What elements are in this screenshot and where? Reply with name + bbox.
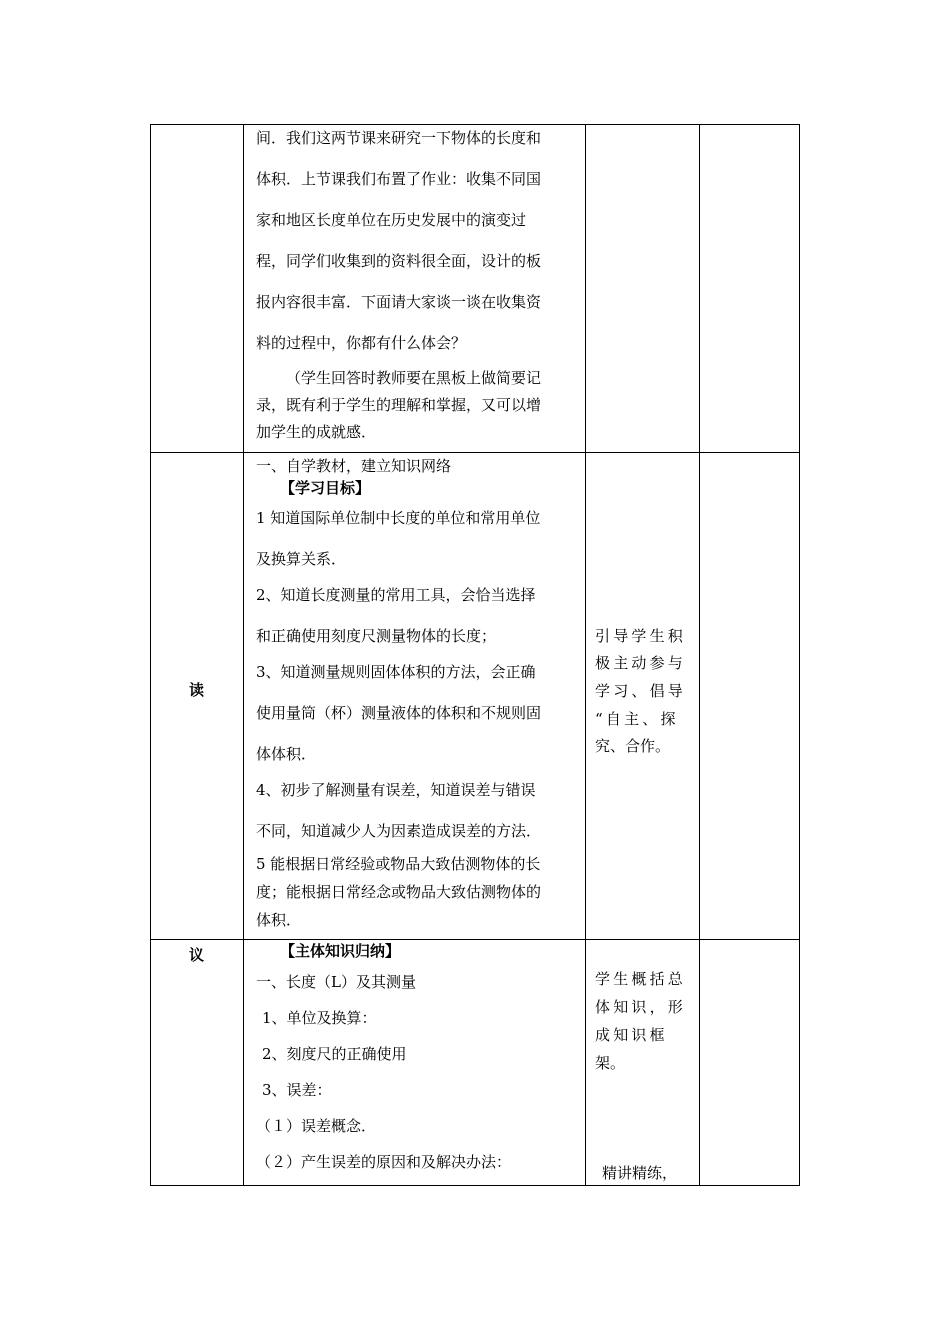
content-line: 体积．上节课我们布置了作业：收集不同国 bbox=[256, 170, 542, 188]
content-line: 料的过程中，你都有什么体会？ bbox=[256, 334, 467, 352]
stage-label: 读 bbox=[189, 681, 205, 699]
note-line: 引导学生积 bbox=[595, 627, 687, 645]
lesson-plan-table bbox=[150, 124, 800, 1186]
content-line: 报内容很丰富．下面请大家谈一谈在收集资 bbox=[256, 293, 542, 311]
note-line: 极主动参与 bbox=[595, 654, 687, 672]
extra-cell bbox=[700, 940, 799, 1186]
content-line: 5 能根据日常经验或物品大致估测物体的长 bbox=[256, 855, 541, 873]
content-line: 3、知道测量规则固体体积的方法，会正确 bbox=[256, 663, 536, 681]
content-line: 家和地区长度单位在历史发展中的演变过 bbox=[256, 211, 527, 229]
note-line: 学生概括总 bbox=[595, 970, 687, 988]
notes-cell bbox=[586, 940, 700, 1186]
note-line: “自主、探 bbox=[595, 710, 679, 728]
content-line: 2、知道长度测量的常用工具，会恰当选择 bbox=[256, 586, 536, 604]
content-line: 度；能根据日常经念或物品大致估测物体的 bbox=[256, 883, 542, 901]
content-line: 不同，知道减少人为因素造成误差的方法． bbox=[256, 822, 542, 840]
content-line: 1、单位及换算： bbox=[262, 1009, 377, 1027]
note-line: 架。 bbox=[595, 1054, 626, 1072]
stage-label-cell bbox=[151, 125, 244, 452]
content-cell bbox=[244, 125, 586, 452]
notes-cell bbox=[586, 453, 700, 939]
section-heading: 【学习目标】 bbox=[280, 479, 371, 497]
note-line: 成知识框 bbox=[595, 1026, 668, 1044]
content-line: 1 知道国际单位制中长度的单位和常用单位 bbox=[256, 509, 541, 527]
content-line: 录，既有利于学生的理解和掌握，又可以增 bbox=[256, 396, 542, 414]
content-line: 程，同学们收集到的资料很全面，设计的板 bbox=[256, 252, 542, 270]
note-line: 体知识，形 bbox=[595, 998, 687, 1016]
content-line: 体积． bbox=[256, 911, 302, 929]
stage-label-cell bbox=[151, 940, 244, 1186]
content-line: 体体积． bbox=[256, 745, 317, 763]
content-line: 和正确使用刻度尺测量物体的长度； bbox=[256, 627, 497, 645]
note-line: 究、合作。 bbox=[595, 737, 671, 755]
content-line: 间．我们这两节课来研究一下物体的长度和 bbox=[256, 129, 542, 147]
content-cell bbox=[244, 453, 586, 939]
section-heading: 【主体知识归纳】 bbox=[280, 942, 401, 960]
content-line: 2、刻度尺的正确使用 bbox=[262, 1045, 407, 1063]
content-line: （１）误差概念． bbox=[256, 1117, 377, 1135]
content-line: （２）产生误差的原因和及解决办法： bbox=[256, 1153, 512, 1171]
content-line: 及换算关系． bbox=[256, 550, 347, 568]
content-line: 3、误差： bbox=[262, 1081, 332, 1099]
content-line: 4、初步了解测量有误差，知道误差与错误 bbox=[256, 781, 536, 799]
content-line: 加学生的成就感． bbox=[256, 423, 377, 441]
content-line: 一、自学教材，建立知识网络 bbox=[256, 457, 452, 475]
table-row bbox=[151, 453, 799, 940]
content-line: 一、长度（L）及其测量 bbox=[256, 973, 416, 991]
notes-cell bbox=[586, 125, 700, 452]
stage-label: 议 bbox=[189, 946, 205, 964]
extra-cell bbox=[700, 125, 799, 452]
extra-cell bbox=[700, 453, 799, 939]
note-line: 精讲精练， bbox=[602, 1164, 678, 1182]
table-row bbox=[151, 940, 799, 1186]
content-line: 使用量筒（杯）测量液体的体积和不规则固 bbox=[256, 704, 542, 722]
content-line: （学生回答时教师要在黑板上做简要记 bbox=[286, 369, 542, 387]
note-line: 学习、倡导 bbox=[595, 682, 687, 700]
content-cell bbox=[244, 940, 586, 1186]
table-row bbox=[151, 125, 799, 453]
stage-label-cell bbox=[151, 453, 244, 939]
